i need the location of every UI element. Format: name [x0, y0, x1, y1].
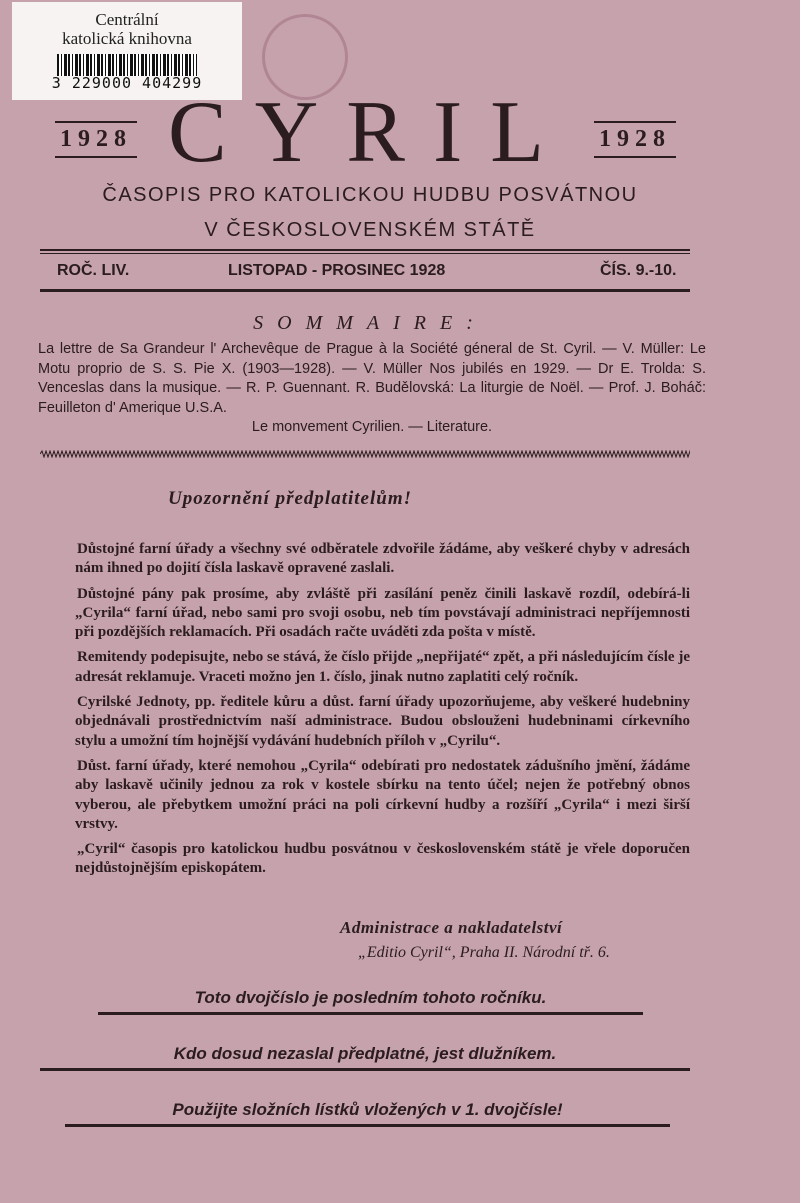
signature: Administrace a nakladatelství: [340, 918, 563, 937]
journal-title: CYRIL: [168, 84, 572, 181]
paragraph: Remitendy podepisujte, nebo se stává, že číslo přijde „nepřijaté“ zpět, a při následujícím čísle je adresát reklamuje. Vraceti možno jen 1. číslo, jinak nutno zaplatiti celý ročník.: [75, 649, 690, 685]
bottom-notice: Toto dvojčíslo je posledním tohoto ročníku.: [98, 988, 643, 1015]
library-name-line1: Centrální: [95, 10, 159, 29]
library-name-line2: katolická knihovna: [62, 29, 192, 48]
divider: [40, 249, 690, 251]
barcode-icon: [57, 54, 197, 76]
bottom-notice: Použijte složních lístků vložených v 1. dvojčísle!: [65, 1100, 670, 1127]
issue-number: ČÍS. 9.-10.: [600, 262, 677, 279]
notice-heading: Upozornění předplatitelům!: [168, 488, 412, 509]
subtitle-line2: V ČESKOSLOVENSKÉM STÁTĚ: [204, 219, 536, 241]
issue-date: LISTOPAD - PROSINEC 1928: [228, 262, 446, 279]
publisher-address: „Editio Cyril“, Praha II. Národní tř. 6.: [358, 944, 610, 961]
sommaire-title: SOMMAIRE:: [253, 312, 487, 334]
volume-number: ROČ. LIV.: [57, 262, 130, 279]
divider: [40, 253, 690, 254]
subtitle-line1: ČASOPIS PRO KATOLICKOU HUDBU POSVÁTNOU: [102, 184, 638, 206]
bottom-notice: Kdo dosud nezaslal předplatné, jest dlužníkem.: [40, 1044, 690, 1071]
table-of-contents: [38, 340, 706, 438]
notice-body: [75, 540, 690, 885]
contents-text: Le monvement Cyrilien. — Literature.: [251, 419, 493, 435]
paragraph: Důst. farní úřady, které nemohou „Cyrila“ odebírati pro nedostatek zádušního jmění, žádáme aby laskavě učinily jednou za rok v kostele sbírku na tento účel; nejen že potřebný obnos vyberou, ale přebytkem umožní práci na poli církevní hudby a rozšíří „Cyrila“ i mezi širší vrstvy.: [75, 757, 690, 832]
paragraph: Důstojné farní úřady a všechny své odběratele zdvořile žádáme, aby veškeré chyby v adresách nám ihned po dojití čísla laskavě opravené zaslali.: [75, 541, 690, 577]
paragraph: Důstojné pány pak prosíme, aby zvláště při zasílání peněz činili laskavě rozdíl, odebírá-li „Cyrila“ farní úřad, nebo sami pro svoji osobu, neb tím povstávají administraci nepříjemnosti při pozdějších reklamacích. Při osadách račte uváděti zda pošta v místě.: [75, 585, 690, 641]
year-left: 1928: [55, 118, 137, 161]
year-right: 1928: [594, 118, 676, 161]
paragraph: „Cyril“ časopis pro katolickou hudbu posvátnou v československém státě je vřele doporučen nejdůstojnějším episkopátem.: [75, 841, 690, 877]
barcode-number: 3 229000 404299: [51, 74, 203, 92]
contents-text: La lettre de Sa Grandeur l' Archevêque de Prague à la Société géneral de St. Cyril. — V. Müller: Le Motu proprio de S. S. Pie X. (1903—1928). — V. Müller Nos jubilés en 1929. — Dr E. Trolda: S. Venceslas dans la musique. — R. P. Guennant. R. Budělovská: La liturgie de Noël. — Prof. J. Boháč: Feuilleton d' Amerique U.S.A.: [38, 341, 706, 416]
paragraph: Cyrilské Jednoty, pp. ředitele kůru a důst. farní úřady upozorňujeme, aby veškeré hudebniny objednávali prostřednictvím naší administrace. Budou obslouženi hudebninami církevního stylu a umožní tím hojnější vydávání hudebních příloh v „Cyrilu“.: [75, 694, 690, 749]
divider: [40, 289, 690, 292]
wavy-divider: [40, 450, 690, 458]
